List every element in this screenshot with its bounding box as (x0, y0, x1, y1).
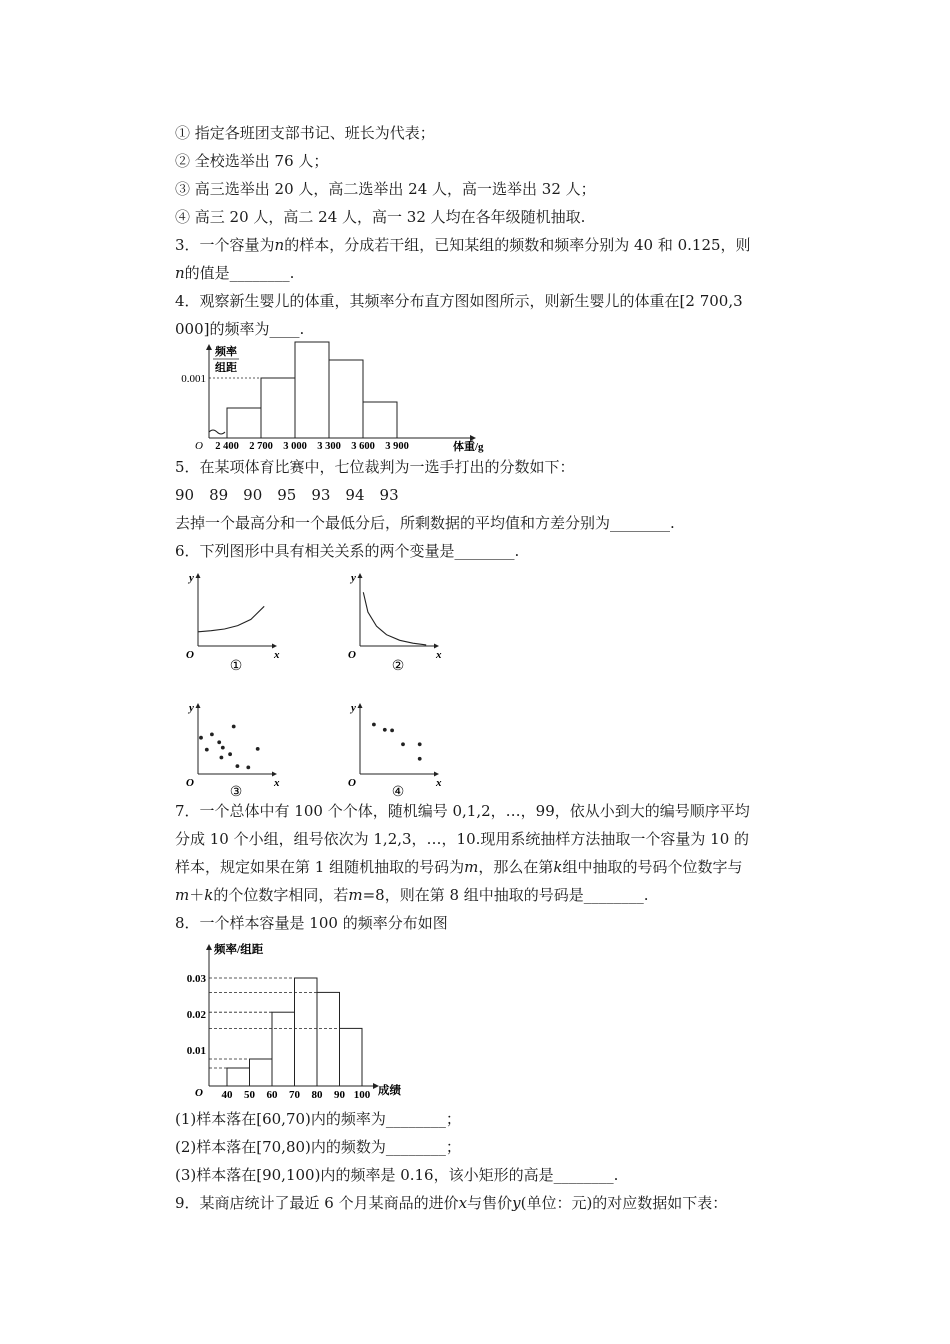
graph-1-caption: ① (229, 659, 243, 674)
question-9 (175, 1192, 727, 1214)
scatter-point (390, 729, 394, 733)
x-tick-label: 70 (289, 1089, 300, 1101)
y-axis-label: y (189, 572, 194, 584)
histogram-bar (317, 992, 340, 1086)
q3-text-pre: 3．一个容量为 (175, 236, 275, 254)
var-x: x (458, 1194, 468, 1212)
scatter-point (418, 742, 422, 746)
origin-label: O (186, 649, 194, 661)
option-4: ④ 高三 20 人，高二 24 人，高一 32 人均在各年级随机抽取. (175, 208, 586, 226)
scatter-point (383, 728, 387, 732)
y-axis-arrow (358, 573, 363, 578)
x-axis-label: x (274, 649, 280, 661)
question-5-line-3: 去掉一个最高分和一个最低分后，所剩数据的平均值和方差分别为________. (175, 514, 675, 532)
scatter-point (199, 736, 203, 740)
weight-histogram (175, 338, 495, 458)
graph-4 (342, 698, 452, 800)
question-4-line-1: 4．观察新生婴儿的体重，其频率分布直方图如图所示，则新生婴儿的体重在[2 700,3 (175, 292, 743, 310)
question-8-part-1: (1)样本落在[60,70)内的频率为________； (175, 1110, 461, 1128)
q7-text: =8，则在第 8 组中抽取的号码是________. (362, 886, 649, 904)
y-axis-label: y (351, 572, 356, 584)
scatter-point (210, 733, 214, 737)
q9-text: 9．某商店统计了最近 6 个月某商品的进价 (175, 1194, 459, 1212)
scatter-point (246, 766, 250, 770)
x-axis-label: x (274, 777, 280, 789)
y-tick-label: 0.001 (181, 373, 206, 385)
x-axis-label: 成绩 (378, 1085, 401, 1097)
graph-4-caption: ④ (391, 785, 405, 800)
question-8-part-3: (3)样本落在[90,100)内的频率是 0.16，该小矩形的高是________. (175, 1166, 619, 1184)
graph-1 (180, 568, 290, 676)
question-4-line-2: 000]的频率为____. (175, 320, 305, 338)
histogram-bar (295, 342, 329, 438)
var-n: n (175, 264, 185, 282)
scatter-point (232, 725, 236, 729)
origin-label: O (348, 777, 356, 789)
scatter-point (221, 746, 225, 750)
x-tick-label: 60 (266, 1089, 278, 1101)
graph-1-curve (198, 606, 264, 632)
scatter-point (228, 752, 232, 756)
graph-2-curve (363, 592, 426, 645)
y-label-top: 频率 (215, 346, 237, 358)
scatter-point (236, 764, 240, 768)
x-axis-label: 体重/g (453, 441, 484, 453)
x-axis-arrow (434, 644, 439, 649)
x-tick-label: 50 (244, 1089, 255, 1101)
var-m: m (175, 886, 190, 904)
origin-label: O (195, 1087, 203, 1099)
x-tick-label: 3 300 (317, 441, 341, 452)
option-2: ② 全校选举出 76 人； (175, 152, 329, 170)
q3-text-post: 的样本，分成若干组，已知某组的频数和频率分别为 40 和 0.125，则 (284, 236, 751, 254)
plus-sign: ＋ (189, 886, 205, 904)
scatter-point (256, 747, 260, 751)
histogram-bar (227, 408, 261, 438)
question-5-scores: 90 89 90 95 93 94 93 (175, 486, 399, 504)
question-8: 8．一个样本容量是 100 的频率分布如图 (175, 914, 448, 932)
histogram-bar (261, 378, 295, 438)
graph-2-caption: ② (391, 659, 405, 674)
y-axis-arrow (206, 344, 212, 350)
question-7-line-1: 7．一个总体中有 100 个个体，随机编号 0,1,2，…，99，依从小到大的编号顺序平均 (175, 802, 750, 820)
origin-label: O (195, 440, 203, 452)
y-axis-label: 频率/组距 (214, 944, 264, 956)
y-axis-label: y (189, 702, 194, 714)
question-3-line-1 (175, 234, 751, 256)
var-y: y (512, 1194, 521, 1212)
question-6: 6．下列图形中具有相关关系的两个变量是________. (175, 542, 520, 560)
histogram-bar (295, 978, 318, 1086)
x-axis-label: x (436, 649, 442, 661)
histogram-bar (250, 1059, 273, 1086)
histogram-bar (340, 1028, 363, 1086)
x-axis-arrow (434, 772, 439, 777)
x-tick-label: 100 (353, 1089, 371, 1101)
histogram-bar (363, 402, 397, 438)
q7-text: 组中抽取的号码个位数字与 (562, 858, 743, 876)
question-7-line-2: 分成 10 个小组，组号依次为 1,2,3，…，10.现用系统抽样方法抽取一个容量为 10 的 (175, 830, 750, 848)
option-1: ① 指定各班团支部书记、班长为代表； (175, 124, 435, 142)
histogram-bar (272, 1012, 295, 1086)
y-tick-label: 0.01 (186, 1045, 206, 1057)
x-tick-label: 3 900 (385, 441, 409, 452)
question-7-line-4 (175, 884, 649, 906)
x-tick-label: 90 (334, 1089, 345, 1101)
var-k: k (204, 886, 214, 904)
scatter-point (418, 757, 422, 761)
origin-label: O (186, 777, 194, 789)
question-8-part-2: (2)样本落在[70,80)内的频数为________； (175, 1138, 461, 1156)
q9-text: 与售价 (467, 1194, 513, 1212)
histogram-bar (329, 360, 363, 438)
graph-2 (342, 568, 452, 676)
option-3: ③ 高三选举出 20 人，高二选举出 24 人，高一选举出 32 人； (175, 180, 596, 198)
x-tick-label: 3 000 (283, 441, 307, 452)
question-5-line-1: 5．在某项体育比赛中，七位裁判为一选手打出的分数如下： (175, 458, 575, 476)
var-n: n (274, 236, 285, 254)
q7-text: 的个位数字相同，若 (213, 886, 349, 904)
y-axis-arrow (358, 703, 363, 708)
q7-text: 样本，规定如果在第 1 组随机抽取的号码为 (175, 858, 465, 876)
x-tick-label: 40 (221, 1089, 233, 1101)
question-7-line-3 (175, 856, 742, 878)
scatter-point (220, 756, 224, 760)
y-label-bottom: 组距 (215, 362, 237, 374)
x-axis-arrow (272, 644, 277, 649)
scatter-point (372, 723, 376, 727)
axis-break-mark (209, 430, 225, 434)
histogram-bar (227, 1068, 250, 1086)
origin-label: O (348, 649, 356, 661)
scatter-point (205, 748, 209, 752)
y-axis-arrow (196, 573, 201, 578)
x-tick-label: 80 (311, 1089, 323, 1101)
var-m: m (348, 886, 363, 904)
y-tick-label: 0.03 (186, 973, 206, 985)
var-k: k (553, 858, 563, 876)
x-tick-label: 2 400 (215, 441, 239, 452)
y-tick-label: 0.02 (186, 1009, 206, 1021)
q3-blank-text: 的值是________. (184, 264, 295, 282)
score-histogram (175, 938, 415, 1106)
graph-3 (180, 698, 290, 800)
x-axis-label: x (436, 777, 442, 789)
q7-text: ，那么在第 (478, 858, 554, 876)
y-axis-arrow (206, 944, 212, 950)
y-axis-label: y (351, 702, 356, 714)
scatter-point (217, 740, 221, 744)
var-m: m (464, 858, 479, 876)
graph-3-caption: ③ (229, 785, 243, 800)
question-3-line-2 (175, 262, 294, 284)
x-tick-label: 3 600 (351, 441, 375, 452)
x-tick-label: 2 700 (249, 441, 273, 452)
x-axis-arrow (272, 772, 277, 777)
y-axis-arrow (196, 703, 201, 708)
scatter-point (401, 742, 405, 746)
q9-text: (单位：元)的对应数据如下表： (520, 1194, 728, 1212)
